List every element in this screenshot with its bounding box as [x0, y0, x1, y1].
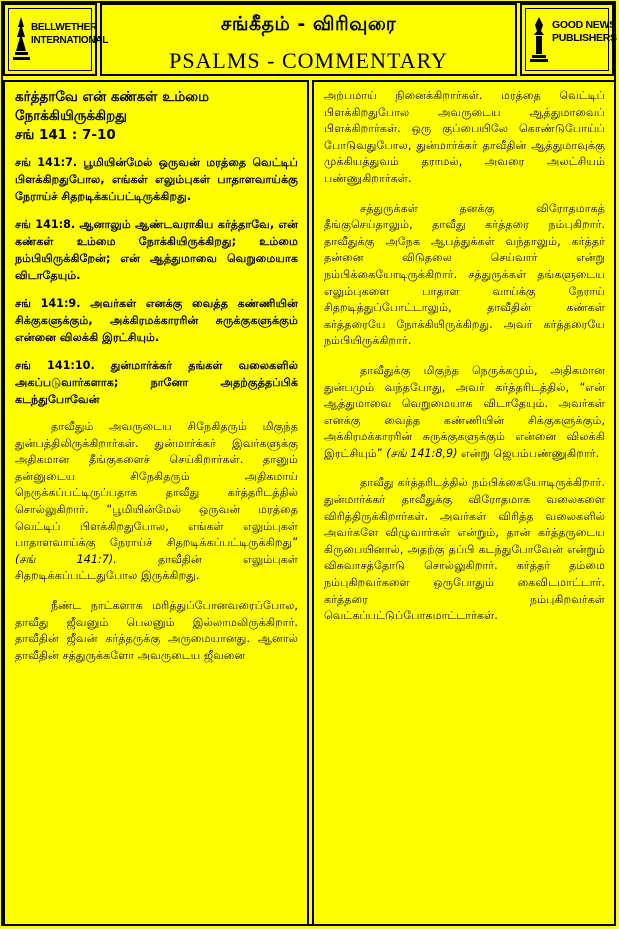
paragraph-text: தாவீதும் அவருடைய சிநேகிதரும் மிகுந்த துன்பத்திலிருக்கிறார்கள். துன்மார்க்கர் இவர்களுக்கு அதிகமான தீங்குகளைச் செய்கிறார்கள். தானும் தன்னுடைய சிநேகிதரும் அதிகமாய் நெருக்கப்பட்டிருப்பதாக தாவீது கர்த்தரிடத்தில் சொல்லுகிறார். “பூமியின்மேல் ஒருவன் மரத்தை வெட்டிப் பிளக்கிறதுபோல, எங்கள் எலும்புகள் பாதாளவாய்க்கு நேராய்ச் சிதறடிக்கப்பட்டிருக்கிறது”: [15, 420, 298, 550]
left-column: [3, 80, 309, 926]
heading-line-2: நோக்கியிருக்கிறது: [15, 108, 127, 124]
scripture-reference: (சங் 141:8,9): [386, 446, 458, 460]
verse-141-8: சங் 141:8. ஆனாலும் ஆண்டவராகிய கர்த்தாவே, என் கண்கள் உம்மை நோக்கியிருக்கிறது; உம்மை நம்பியிருக்கிறேன்; என் ஆத்துமாவை வெறுமையாக விடாதேயும்.: [15, 218, 298, 282]
title-tamil: சங்கீதம் - விரிவுரை: [220, 13, 397, 35]
commentary-paragraph: தாவீது கர்த்தரிடத்தில் நம்பிக்கையோடிருக்கிறார். துன்மார்க்கர் தாவீதுக்கு விரோதமாக வலைகளை விரித்திருக்கிறார்கள். அவர்கள் விரித்த வலைகளில் அவர்களே விழுவார்கள் என்றும், தான் கர்த்தருடைய கிருபையினால், அதற்கு தப்பி கடந்துபோவேன் என்றும் விசுவாசத்தோடு சொல்லுகிறார். கர்த்தர் தம்மை நம்புகிறவர்களை ஒருபோதும் கைவிடமாட்டார். கர்த்தரை நம்புகிறவர்கள் வெட்கப்பட்டுப்போகமாட்டார்கள்.: [324, 476, 605, 623]
verse-141-7: சங் 141:7. பூமியின்மேல் ஒருவன் மரத்தை வெட்டிப் பிளக்கிறதுபோல, எங்கள் எலும்புகள் பாதாளவாய்க்கு நேராய்ச் சிதறடிக்கப்பட்டிருக்கிறது.: [15, 156, 298, 203]
commentary-paragraph: [324, 363, 605, 463]
logo-right-line2: PUBLISHERS: [552, 32, 617, 44]
scripture-reference: (சங் 141:7).: [15, 552, 117, 566]
bellwether-logo: [3, 3, 109, 76]
paragraph-text: தாவீதுக்கு மிகுந்த நெருக்கமும், அதிகமான துன்பமும் வந்தபோது, அவர் கர்த்தரிடத்தில், “என் ஆத்துமாவை வெறுமையாக விடாதேயும். அவர்கள் எனக்கு வைத்த கண்ணியின் சிக்குகளுக்கும், அக்கிரமக்காரரின் சுருக்குகளுக்கும் என்னை விலக்கி இரட்சியும்”: [324, 363, 605, 460]
heading-line-3: சங் 141 : 7-10: [15, 127, 116, 143]
commentary-paragraph: சத்துருக்கள் தனக்கு விரோதமாகத் தீங்குசெய்தாலும், தாவீது கர்த்தரை நம்புகிறார். தாவீதுக்கு அநேக ஆபத்துக்கள் வந்தாலும், கர்த்தர் தன்னை விடுதலை செய்வார் என்று நம்பிக்கையோடிருக்கிறார். சத்துருக்கள் தங்களுடைய எலும்புகளை பாதாள வாய்க்கு நேராய் சிதறடித்துப்போட்டாலும், தாவீதின் கண்கள் கர்த்தரையே நோக்கியிருக்கிறது. அவர் கர்த்தரையே நம்பியிருக்கிறார்.: [324, 201, 605, 348]
good-news-logo: [520, 3, 617, 76]
logo-left-line1: BELLWETHER: [31, 22, 97, 33]
verse-141-9: சங் 141:9. அவர்கள் எனக்கு வைத்த கண்ணியின் சிக்குகளுக்கும், அக்கிரமக்காரரின் சுருக்குகளுக்கும் என்னை விலக்கி இரட்சியும்.: [15, 297, 298, 344]
verse-141-10: சங் 141:10. துன்மார்க்கர் தங்கள் வலைகளில் அகப்படுவார்களாக; நானோ அதற்குத்தப்பிக் கடந்துபோவேன்: [15, 359, 298, 406]
commentary-paragraph: நீண்ட நாட்களாக மரித்துப்போனவரைப்போல, தாவீது ஜீவனும் பெலனும் இல்லாமலிருக்கிறார். தாவீதின் ஜீவன் கர்த்தருக்கு அருமையானது. ஆனால் தாவீதின் சத்துருக்களோ அவருடைய ஜீவனை: [15, 598, 298, 662]
paragraph-text: என்று ஜெபம்பண்ணுகிறார்.: [461, 446, 600, 460]
section-heading: [15, 88, 298, 145]
heading-line-1: கர்த்தாவே என் கண்கள் உம்மை: [15, 89, 209, 105]
logo-right-line1: GOOD NEWS: [552, 19, 616, 31]
right-column: [312, 80, 616, 926]
title-box: [100, 3, 517, 76]
commentary-paragraph: அற்பமாய் நினைக்கிறார்கள். மரத்தை வெட்டிப் பிளக்கிறதுபோல அவருடைய ஆத்துமாவைப் பிளக்கிறார்கள். ஒரு குப்பையிலே கொண்டுபோய்ப் போடுவதுபோல, துன்மார்க்கர் தாவீதின் ஆத்துமாவுக்கு முக்கியத்துவம் தராமல், அவரை அலட்சியம் பண்ணுகிறார்கள்.: [324, 89, 605, 185]
torch-icon: [528, 17, 550, 65]
logo-left-line2: INTERNATIONAL: [31, 35, 109, 46]
bell-icon: [10, 17, 32, 63]
page-header: [3, 3, 617, 76]
title-english: PSALMS - COMMENTARY: [169, 48, 448, 73]
commentary-paragraph: [15, 419, 298, 585]
paragraph-text: தாவீதின் எலும்புகள் சிதறடிக்கப்பட்டதுபோல இருக்கிறது.: [15, 552, 298, 583]
